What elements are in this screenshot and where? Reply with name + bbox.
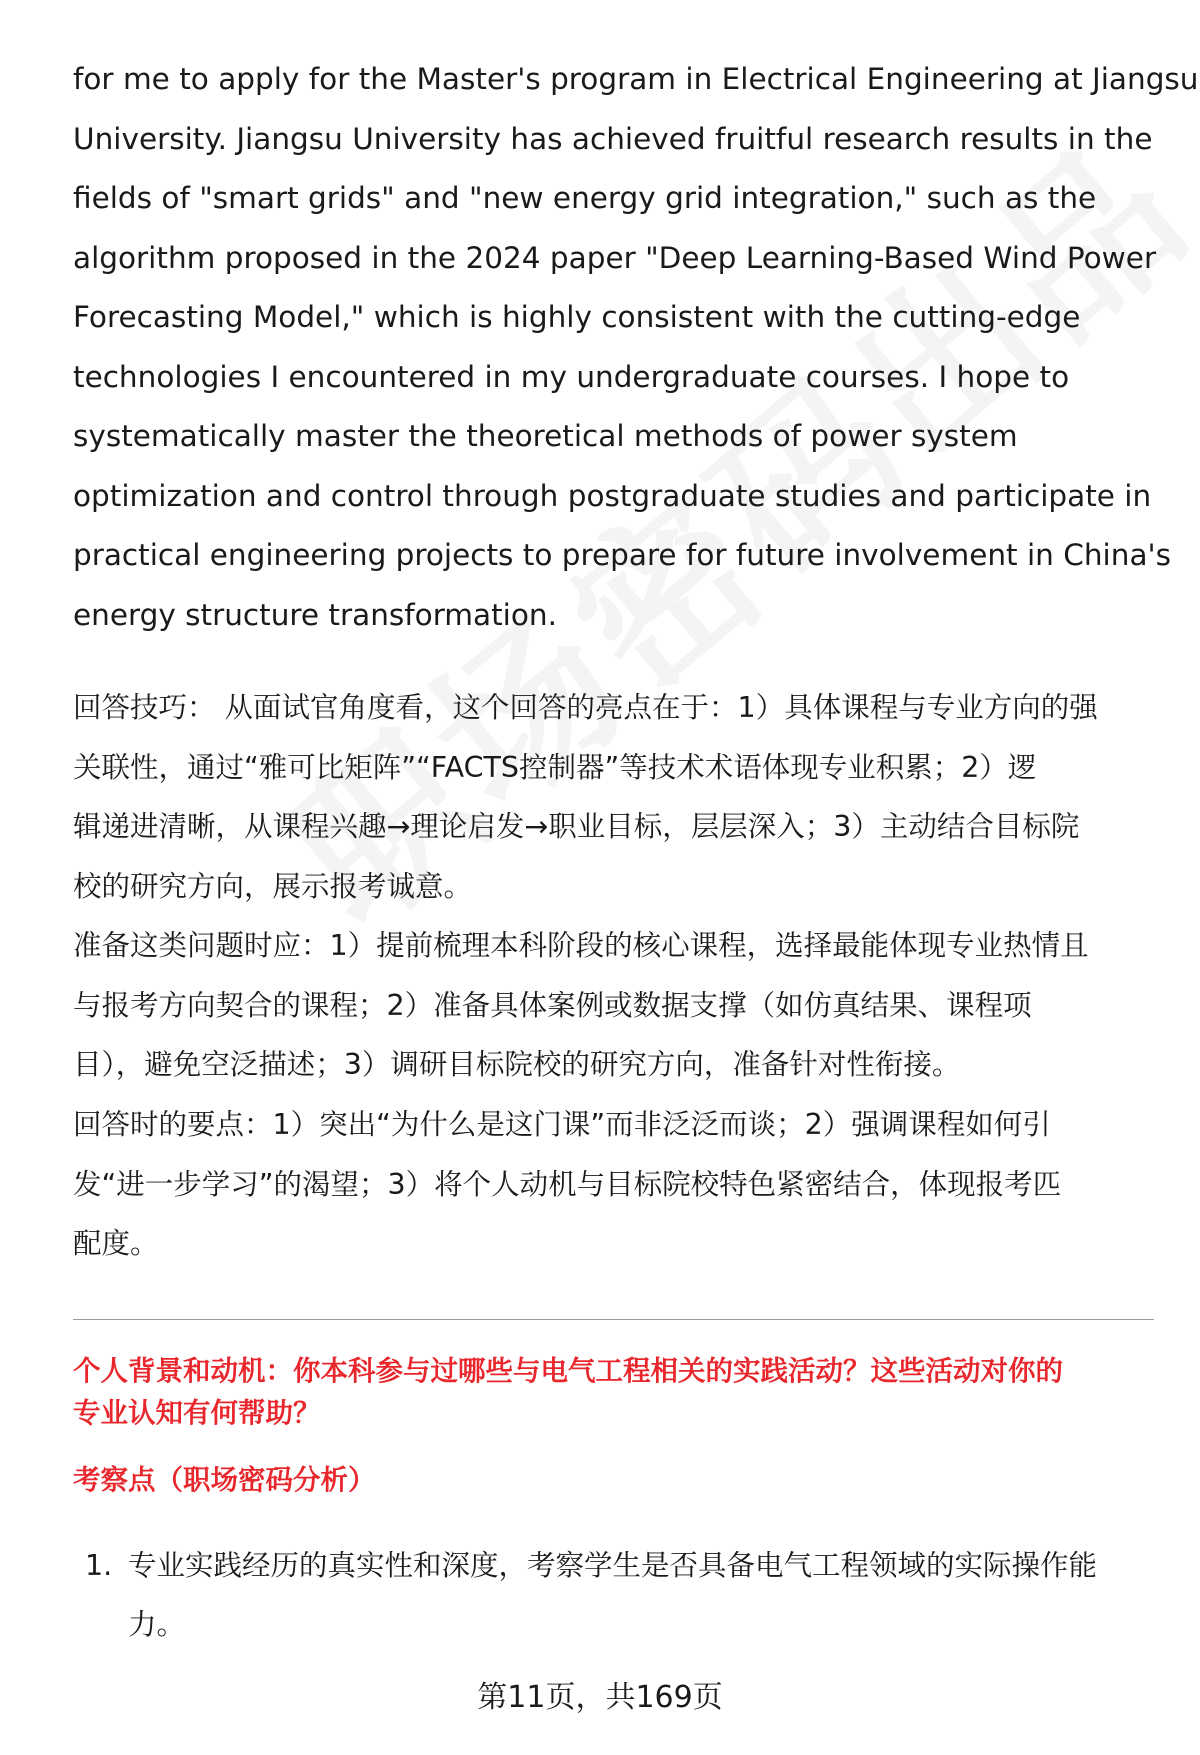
list-number: 1.	[85, 1549, 113, 1582]
english-paragraph	[73, 50, 1199, 645]
section-divider	[73, 1319, 1154, 1320]
text-line: energy structure transformation.	[73, 597, 557, 632]
answer-tips-paragraph	[73, 678, 1163, 916]
text-line: Forecasting Model," which is highly consistent with the cutting-edge	[73, 300, 1081, 334]
text-line: 配度。	[73, 1227, 159, 1260]
text-line: fields of "smart grids" and "new energy grid integration," such as the	[73, 181, 1097, 215]
question-heading	[73, 1350, 1163, 1434]
preparation-paragraph	[73, 916, 1163, 1095]
page-number-footer: 第11页，共169页	[477, 1680, 723, 1715]
text-line: 回答技巧： 从面试官角度看，这个回答的亮点在于：1）具体课程与专业方向的强	[73, 691, 1098, 724]
text-line: 校的研究方向，展示报考诚意。	[73, 869, 473, 903]
text-line: 与报考方向契合的课程；2）准备具体案例或数据支撑（如仿真结果、课程项	[73, 988, 1032, 1022]
text-line: 回答时的要点：1）突出“为什么是这门课”而非泛泛而谈；2）强调课程如何引	[73, 1108, 1051, 1141]
text-line: University. Jiangsu University has achieved fruitful research results in the	[73, 121, 1153, 156]
text-line: algorithm proposed in the 2024 paper "Deep Learning-Based Wind Power	[73, 240, 1157, 275]
assessment-points-heading: 考察点（职场密码分析）	[73, 1464, 376, 1496]
list-item-text	[128, 1536, 1158, 1654]
text-line: optimization and control through postgraduate studies and participate in	[73, 478, 1152, 513]
text-line: 发“进一步学习”的渴望；3）将个人动机与目标院校特色紧密结合，体现报考匹	[73, 1167, 1062, 1201]
key-points-paragraph	[73, 1095, 1163, 1274]
text-line: 力。	[128, 1608, 186, 1641]
text-line: 目），避免空泛描述；3）调研目标院校的研究方向，准备针对性衔接。	[73, 1048, 961, 1081]
text-line: for me to apply for the Master's program in Electrical Engineering at Jiangsu	[73, 62, 1199, 96]
text-line: 个人背景和动机：你本科参与过哪些与电气工程相关的实践活动？这些活动对你的	[73, 1355, 1063, 1387]
text-line: practical engineering projects to prepare for future involvement in China's	[73, 538, 1171, 572]
text-line: 关联性，通过“雅可比矩阵”“FACTS控制器”等技术术语体现专业积累；2）逻	[73, 750, 1037, 784]
text-line: 辑递进清晰，从课程兴趣→理论启发→职业目标，层层深入；3）主动结合目标院	[73, 810, 1080, 843]
text-line: 专业实践经历的真实性和深度，考察学生是否具备电气工程领域的实际操作能	[128, 1549, 1098, 1582]
text-line: 准备这类问题时应：1）提前梳理本科阶段的核心课程，选择最能体现专业热情且	[73, 929, 1089, 962]
text-line: technologies I encountered in my undergraduate courses. I hope to	[73, 359, 1070, 394]
text-line: systematically master the theoretical methods of power system	[73, 419, 1018, 453]
text-line: 专业认知有何帮助？	[73, 1397, 321, 1429]
